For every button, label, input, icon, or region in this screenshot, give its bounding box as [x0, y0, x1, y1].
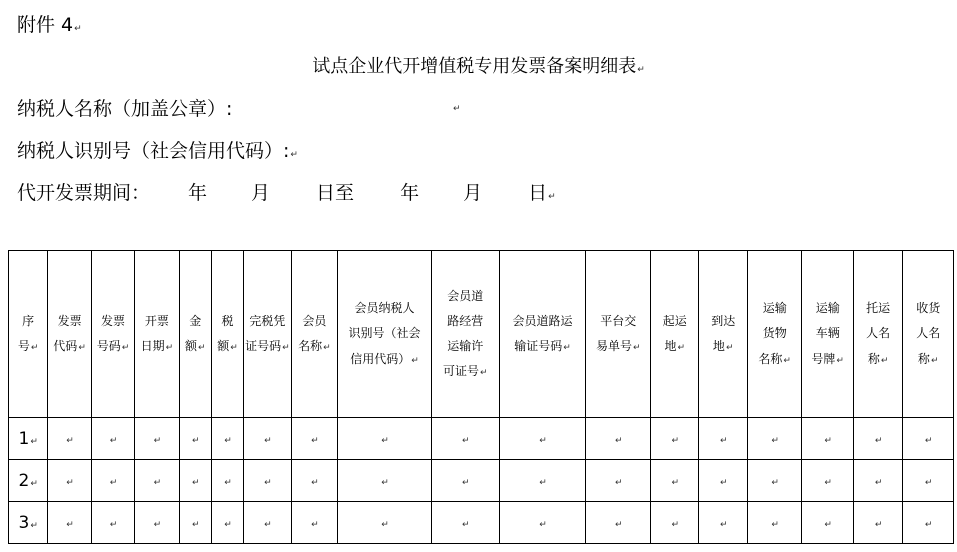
paragraph-mark-icon: ↵ [462, 477, 470, 488]
table-cell[interactable] [244, 418, 291, 460]
column-header [91, 251, 134, 418]
table-cell[interactable] [338, 502, 432, 544]
row-number-cell[interactable] [9, 418, 48, 460]
table-cell[interactable] [135, 418, 179, 460]
column-header-line: 会员道 [447, 288, 484, 303]
table-cell[interactable] [903, 460, 954, 502]
paragraph-mark-icon: ↵ [411, 355, 419, 366]
paragraph-mark-icon: ↵ [539, 477, 547, 488]
table-row [9, 418, 954, 460]
table-cell[interactable] [91, 460, 134, 502]
paragraph-mark-icon: ↵ [109, 519, 118, 530]
column-header [802, 251, 853, 418]
annex-label: 附件 4↵ [17, 14, 82, 36]
period-month-start: 月 [251, 182, 271, 204]
column-header-line-wrap [48, 334, 90, 359]
paragraph-mark-icon: ↵ [930, 355, 939, 366]
paragraph-mark-icon: ↵ [66, 435, 74, 446]
table-cell[interactable] [91, 418, 134, 460]
table-cell[interactable] [586, 460, 651, 502]
column-header-line-wrap [432, 359, 499, 384]
table-cell[interactable] [699, 418, 747, 460]
column-header-line: 会员纳税人 [354, 301, 415, 316]
paragraph-mark-icon: ↵ [153, 477, 162, 488]
table-cell[interactable] [802, 502, 853, 544]
paragraph-mark-icon: ↵ [614, 519, 623, 530]
column-header-text: 号码 [96, 339, 121, 353]
column-header-line: 发票 [57, 313, 82, 328]
column-header-line: 完税凭 [249, 313, 286, 328]
column-header-line: 运输许 [447, 339, 484, 353]
column-header-text: 名称 [298, 339, 323, 353]
table-cell[interactable] [431, 418, 499, 460]
column-header-line: 人名 [866, 326, 891, 341]
column-header-line-wrap [748, 347, 802, 372]
paragraph-mark-icon: ↵ [771, 435, 779, 446]
table-cell[interactable] [48, 502, 91, 544]
column-header-line: 收货 [916, 301, 941, 316]
table-cell[interactable] [699, 502, 747, 544]
paragraph-mark-icon: ↵ [311, 477, 319, 488]
paragraph-mark-icon: ↵ [671, 519, 680, 530]
paragraph-mark-icon: ↵ [677, 343, 686, 353]
row-number-cell[interactable] [9, 502, 48, 544]
column-header-text: 额 [217, 339, 230, 353]
paragraph-mark-icon: ↵ [191, 519, 200, 530]
paragraph-mark-icon: ↵ [462, 519, 470, 530]
row-number: 3 [18, 512, 30, 533]
table-cell[interactable] [179, 502, 211, 544]
taxpayer-id-field: 纳税人识别号（社会信用代码）:↵ [17, 140, 298, 162]
table-cell[interactable] [48, 418, 91, 460]
column-header-line: 人名 [916, 326, 941, 341]
table-cell[interactable] [499, 460, 586, 502]
column-header-line-wrap [92, 334, 134, 359]
column-header-text: 易单号 [595, 339, 632, 353]
table-cell[interactable] [91, 502, 134, 544]
column-header [291, 251, 337, 418]
paragraph-mark-icon: ↵ [78, 343, 86, 353]
paragraph-mark-icon: ↵ [874, 435, 883, 446]
column-header-line: 运输 [762, 301, 787, 316]
paragraph-mark-icon: ↵ [671, 435, 680, 446]
paragraph-mark-icon: ↵ [836, 355, 844, 366]
table-cell[interactable] [338, 418, 432, 460]
table-cell[interactable] [903, 418, 954, 460]
table-cell[interactable] [291, 418, 337, 460]
table-cell[interactable] [903, 502, 954, 544]
column-header [853, 251, 902, 418]
column-header [651, 251, 699, 418]
paragraph-mark-icon: ↵ [719, 519, 728, 530]
column-header-line-wrap [699, 334, 746, 359]
column-header-line-wrap [903, 347, 953, 372]
paragraph-mark-icon: ↵ [224, 435, 232, 446]
column-header-text: 额 [184, 339, 197, 353]
paragraph-mark-icon: ↵ [539, 519, 547, 530]
column-header [244, 251, 291, 418]
table-cell[interactable] [431, 502, 499, 544]
paragraph-mark-icon: ↵ [874, 519, 883, 530]
table-header-row [9, 251, 954, 418]
paragraph-mark-icon: ↵ [381, 519, 389, 530]
table-cell[interactable] [586, 418, 651, 460]
paragraph-mark-icon: ↵ [191, 435, 200, 446]
table-cell[interactable] [291, 502, 337, 544]
column-header [48, 251, 91, 418]
column-header-line: 货物 [762, 326, 787, 341]
column-header-text: 号 [17, 339, 30, 353]
paragraph-mark-icon: ↵ [153, 435, 162, 446]
table-cell[interactable] [244, 460, 291, 502]
paragraph-mark-icon: ↵ [165, 343, 174, 353]
column-header-line: 起运 [662, 313, 687, 328]
paragraph-mark-icon: ↵ [783, 355, 791, 366]
table-cell[interactable] [211, 502, 243, 544]
column-header-line: 会员道路运 [512, 313, 573, 328]
column-header-line: 平台交 [600, 313, 637, 328]
paragraph-mark-icon: ↵ [323, 343, 331, 353]
paragraph-mark-icon: ↵ [282, 343, 290, 353]
column-header-text: 称 [917, 351, 930, 366]
taxpayer-name-field: 纳税人名称（加盖公章）: [17, 98, 233, 120]
paragraph-mark-icon: ↵ [824, 477, 832, 488]
column-header-line: 路经营 [447, 313, 484, 328]
table-cell[interactable] [586, 502, 651, 544]
period-day-start: 日至 [316, 182, 355, 204]
period-year-start: 年 [188, 182, 208, 204]
column-header [699, 251, 747, 418]
paragraph-mark-icon: ↵ [197, 343, 206, 353]
paragraph-mark-icon: ↵ [381, 435, 389, 446]
paragraph-mark-icon: ↵ [480, 368, 488, 379]
column-header-line-wrap [212, 334, 243, 359]
column-header-line: 序 [22, 313, 35, 328]
paragraph-mark-icon: ↵ [74, 24, 82, 34]
table-cell[interactable] [747, 460, 802, 502]
table-cell[interactable] [499, 502, 586, 544]
paragraph-mark-icon: ↵ [632, 343, 641, 353]
column-header-text: 名称 [758, 351, 783, 366]
invoice-period-field [17, 178, 556, 205]
period-label: 代开发票期间： [17, 182, 151, 204]
paragraph-mark-icon: ↵ [311, 519, 319, 530]
table-cell[interactable] [747, 418, 802, 460]
table-cell[interactable] [291, 460, 337, 502]
table-cell[interactable] [651, 418, 699, 460]
column-header [903, 251, 954, 418]
paragraph-mark-icon: ↵ [224, 519, 232, 530]
paragraph-mark-icon: ↵ [614, 477, 623, 488]
paragraph-mark-icon: ↵ [191, 477, 200, 488]
table-cell[interactable] [499, 418, 586, 460]
paragraph-mark-icon: ↵ [230, 343, 238, 353]
table-cell[interactable] [48, 460, 91, 502]
paragraph-mark-icon: ↵ [824, 519, 832, 530]
column-header-text: 证号码 [245, 339, 282, 353]
table-cell[interactable] [699, 460, 747, 502]
table-cell[interactable] [747, 502, 802, 544]
table-cell[interactable] [651, 502, 699, 544]
column-header [499, 251, 586, 418]
column-header-line: 会员 [302, 313, 327, 328]
column-header [586, 251, 651, 418]
page-title: 试点企业代开增值税专用发票备案明细表↵ [312, 56, 645, 77]
table-cell[interactable] [651, 460, 699, 502]
paragraph-mark-icon: ↵ [548, 192, 556, 202]
paragraph-mark-icon: ↵ [109, 477, 118, 488]
table-cell[interactable] [211, 418, 243, 460]
paragraph-mark-icon: ↵ [719, 477, 728, 488]
column-header-line-wrap [292, 334, 337, 359]
column-header-text: 地 [712, 339, 725, 353]
column-header-line: 运输 [815, 301, 840, 316]
column-header-text: 代码 [53, 339, 78, 353]
detail-table [8, 250, 954, 544]
paragraph-mark-icon: ↵ [924, 519, 933, 530]
column-header-text: 可证号 [443, 364, 480, 379]
row-number: 2 [18, 470, 30, 491]
paragraph-mark-icon: ↵ [924, 477, 933, 488]
column-header-line: 托运 [866, 301, 891, 316]
paragraph-mark-icon: ↵ [924, 435, 933, 446]
column-header [9, 251, 48, 418]
column-header-line-wrap [586, 334, 650, 359]
table-cell[interactable] [853, 502, 902, 544]
paragraph-mark-icon: ↵ [311, 435, 319, 446]
paragraph-mark-icon: ↵ [462, 435, 470, 446]
paragraph-mark-icon: ↵ [264, 477, 272, 488]
table-cell[interactable] [179, 418, 211, 460]
column-header-text: 号牌 [811, 351, 836, 366]
period-year-end: 年 [400, 182, 420, 204]
period-day-end: 日 [528, 182, 548, 204]
column-header-line: 到达 [711, 313, 736, 328]
paragraph-mark-icon: ↵ [725, 343, 734, 353]
table-row [9, 502, 954, 544]
paragraph-mark-icon: ↵ [30, 343, 39, 353]
paragraph-mark-icon: ↵ [290, 150, 298, 160]
paragraph-mark-icon: ↵ [224, 477, 232, 488]
column-header-line: 识别号（社会 [348, 326, 421, 341]
paragraph-mark-icon: ↵ [671, 477, 680, 488]
column-header [747, 251, 802, 418]
column-header-line-wrap [338, 347, 431, 372]
column-header-line-wrap [135, 334, 178, 359]
column-header [338, 251, 432, 418]
column-header-text: 称 [867, 351, 880, 366]
paragraph-mark-icon: ↵ [771, 477, 779, 488]
paragraph-mark-icon: ↵ [880, 355, 889, 366]
column-header-line: 金 [189, 313, 202, 328]
column-header [211, 251, 243, 418]
paragraph-mark-icon: ↵ [563, 343, 571, 353]
column-header [431, 251, 499, 418]
table-cell[interactable] [211, 460, 243, 502]
paragraph-mark-icon: ↵ [771, 519, 779, 530]
paragraph-mark-icon: ↵ [264, 435, 272, 446]
column-header-line-wrap [651, 334, 698, 359]
column-header [179, 251, 211, 418]
paragraph-mark-icon: ↵ [30, 520, 38, 531]
table-cell[interactable] [853, 460, 902, 502]
paragraph-mark-icon: ↵ [66, 519, 74, 530]
column-header-text: 输证号码 [514, 339, 563, 353]
table-cell[interactable] [802, 460, 853, 502]
column-header-line: 车辆 [815, 326, 840, 341]
column-header-line: 发票 [100, 313, 125, 328]
table-cell[interactable] [853, 418, 902, 460]
column-header [135, 251, 179, 418]
column-header-line-wrap [854, 347, 902, 372]
paragraph-mark-icon: ↵ [453, 104, 461, 114]
column-header-line: 开票 [144, 313, 169, 328]
table-cell[interactable] [135, 502, 179, 544]
paragraph-mark-icon: ↵ [381, 477, 389, 488]
paragraph-mark-icon: ↵ [109, 435, 118, 446]
period-month-end: 月 [463, 182, 483, 204]
column-header-text: 地 [664, 339, 677, 353]
table-cell[interactable] [135, 460, 179, 502]
paragraph-mark-icon: ↵ [30, 436, 38, 447]
paragraph-mark-icon: ↵ [30, 478, 38, 489]
paragraph-mark-icon: ↵ [719, 435, 728, 446]
column-header-line-wrap [244, 334, 290, 359]
table-cell[interactable] [179, 460, 211, 502]
column-header-line: 税 [221, 313, 234, 328]
paragraph-mark-icon: ↵ [824, 435, 832, 446]
column-header-line-wrap [180, 334, 211, 359]
paragraph-mark-icon: ↵ [874, 477, 883, 488]
column-header-text: 信用代码） [350, 351, 411, 366]
column-header-line-wrap [9, 334, 47, 359]
column-header-text: 日期 [140, 339, 165, 353]
paragraph-mark-icon: ↵ [264, 519, 272, 530]
paragraph-mark-icon: ↵ [539, 435, 547, 446]
paragraph-mark-icon: ↵ [637, 65, 645, 75]
paragraph-mark-icon: ↵ [66, 477, 74, 488]
table-cell[interactable] [802, 418, 853, 460]
row-number: 1 [18, 428, 30, 449]
paragraph-mark-icon: ↵ [121, 343, 130, 353]
table-cell[interactable] [431, 460, 499, 502]
column-header-line-wrap [802, 347, 852, 372]
paragraph-mark-icon: ↵ [614, 435, 623, 446]
row-number-cell[interactable] [9, 460, 48, 502]
paragraph-mark-icon: ↵ [153, 519, 162, 530]
table-cell[interactable] [244, 502, 291, 544]
column-header-line-wrap [500, 334, 586, 359]
table-row [9, 460, 954, 502]
table-cell[interactable] [338, 460, 432, 502]
